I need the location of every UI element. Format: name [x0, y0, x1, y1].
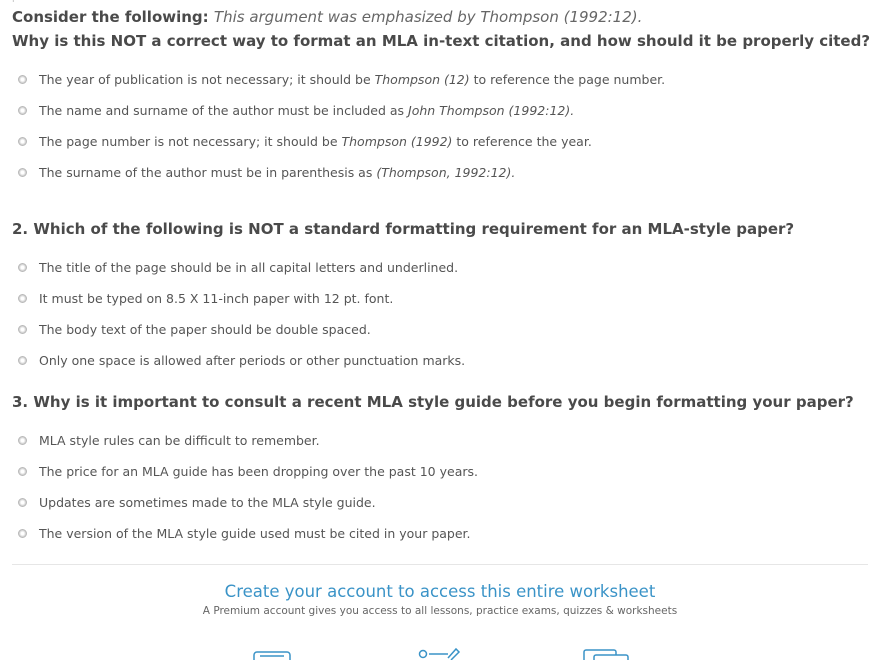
worksheet-icon — [582, 644, 632, 660]
radio-button[interactable] — [18, 263, 27, 272]
option-label: The page number is not necessary; it should be Thompson (1992) to reference the year. — [39, 134, 592, 149]
answer-option[interactable] — [12, 518, 868, 549]
option-label: The price for an MLA guide has been dropping over the past 10 years. — [39, 464, 478, 479]
quiz-icon — [418, 644, 462, 660]
radio-button[interactable] — [18, 168, 27, 177]
answer-option[interactable] — [12, 487, 868, 518]
premium-description: A Premium account gives you access to all lessons, practice exams, quizzes & worksheets — [202, 605, 678, 617]
option-label: It must be typed on 8.5 X 11-inch paper with 12 pt. font. — [39, 291, 394, 306]
radio-button[interactable] — [18, 106, 27, 115]
question-1-title: Why is this NOT a correct way to format an MLA in-text citation, and how should it be properly cited? — [12, 32, 871, 50]
radio-button[interactable] — [18, 467, 27, 476]
intro-lead: Consider the following: — [12, 8, 209, 26]
answer-option[interactable] — [12, 456, 868, 487]
answer-option[interactable] — [12, 314, 868, 345]
option-label: The version of the MLA style guide used must be cited in your paper. — [39, 526, 471, 541]
answer-option[interactable] — [12, 252, 868, 283]
option-label: The name and surname of the author must be included as John Thompson (1992:12). — [39, 103, 575, 118]
radio-button[interactable] — [18, 325, 27, 334]
question-1 — [12, 4, 871, 188]
radio-button[interactable] — [18, 529, 27, 538]
cutoff-marker: · — [12, 0, 15, 6]
answer-option[interactable] — [12, 64, 868, 95]
question-3-title: 3. Why is it important to consult a recent MLA style guide before you begin formatting your paper? — [12, 393, 854, 411]
option-label: The title of the page should be in all capital letters and underlined. — [39, 260, 459, 275]
option-label: MLA style rules can be difficult to remember. — [39, 433, 320, 448]
answer-option[interactable] — [12, 283, 868, 314]
option-label: Updates are sometimes made to the MLA style guide. — [39, 495, 376, 510]
answer-option[interactable] — [12, 126, 868, 157]
option-label: The surname of the author must be in parenthesis as (Thompson, 1992:12). — [39, 165, 516, 180]
answer-option[interactable] — [12, 157, 868, 188]
option-label: The body text of the paper should be double spaced. — [39, 322, 371, 337]
question-3 — [12, 391, 868, 549]
option-label: The year of publication is not necessary; it should be Thompson (12) to reference the page number. — [39, 72, 666, 87]
answer-option[interactable] — [12, 345, 868, 376]
lesson-icon — [252, 644, 294, 660]
question-2 — [12, 218, 868, 376]
radio-button[interactable] — [18, 436, 27, 445]
question-1-intro — [12, 4, 868, 30]
radio-button[interactable] — [18, 356, 27, 365]
radio-button[interactable] — [18, 294, 27, 303]
radio-button[interactable] — [18, 137, 27, 146]
radio-button[interactable] — [18, 498, 27, 507]
intro-quote: This argument was emphasized by Thompson (1992:12). — [213, 8, 643, 26]
option-label: Only one space is allowed after periods or other punctuation marks. — [39, 353, 466, 368]
create-account-link[interactable]: Create your account to access this entire worksheet — [224, 582, 656, 601]
answer-option[interactable] — [12, 425, 868, 456]
radio-button[interactable] — [18, 75, 27, 84]
answer-option[interactable] — [12, 95, 868, 126]
question-2-title: 2. Which of the following is NOT a standard formatting requirement for an MLA-style paper? — [12, 220, 795, 238]
section-divider — [12, 564, 868, 565]
